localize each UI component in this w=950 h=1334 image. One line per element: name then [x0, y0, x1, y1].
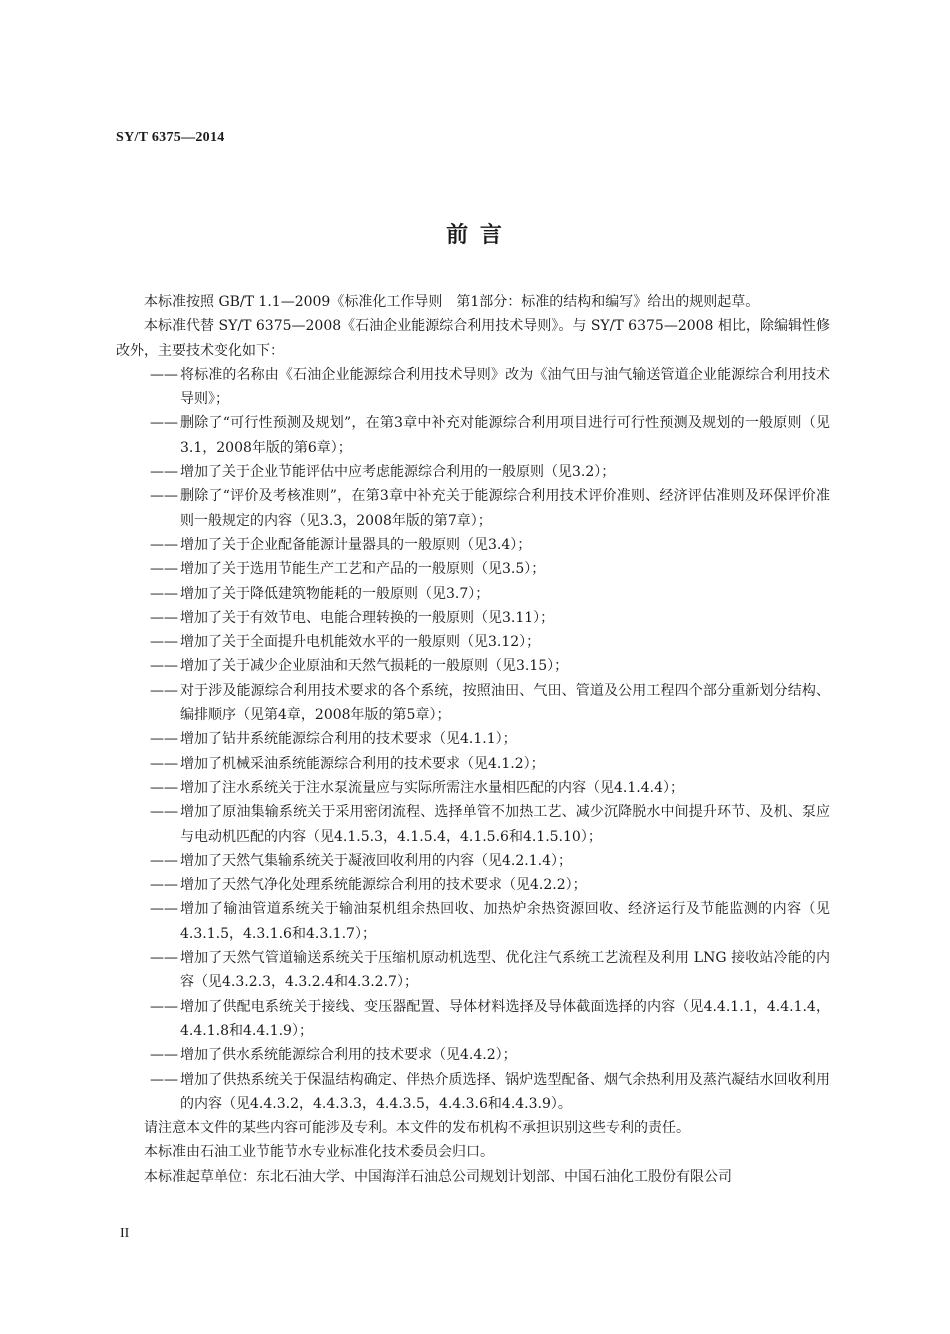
change-text: 删除了“评价及考核准则”，在第3章中补充关于能源综合利用技术评价准则、经济评估准则及环保评价准则一般规定的内容（见3.3，2008年版的第7章）； — [180, 488, 830, 529]
change-text: 增加了原油集输系统关于采用密闭流程、选择单管不加热工艺、减少沉降脱水中间提升环节、及机、泵应与电动机匹配的内容（见4.1.5.3，4.1.5.4，4.1.5.6和4.1.5.10）； — [180, 804, 830, 845]
list-dash: —— — [150, 488, 178, 505]
body-text — [116, 290, 830, 1189]
change-item — [116, 776, 830, 800]
change-text: 增加了输油管道系统关于输油泵机组余热回收、加热炉余热资源回收、经济运行及节能监测的内容（见4.3.1.5，4.3.1.6和4.3.1.7）； — [180, 901, 830, 942]
changes-list — [116, 363, 830, 1116]
list-dash: —— — [150, 536, 178, 553]
page-number: II — [120, 1226, 130, 1241]
change-text: 增加了供配电系统关于接线、变压器配置、导体材料选择及导体截面选择的内容（见4.4.1.1，4.4.1.4，4.4.1.8和4.4.1.9）； — [180, 998, 830, 1039]
list-dash: —— — [150, 731, 178, 748]
change-text: 增加了关于降低建筑物能耗的一般原则（见3.7）； — [180, 585, 490, 602]
list-dash: —— — [150, 804, 178, 821]
list-dash: —— — [150, 755, 178, 772]
change-text: 增加了关于全面提升电机能效水平的一般原则（见3.12）； — [180, 634, 541, 651]
change-item — [116, 460, 830, 484]
list-dash: —— — [150, 901, 178, 918]
change-text: 增加了钻井系统能源综合利用的技术要求（见4.1.1）； — [180, 731, 517, 748]
change-text: 增加了注水系统关于注水泵流量应与实际所需注水量相匹配的内容（见4.1.4.4）； — [180, 779, 684, 796]
change-text: 增加了机械采油系统能源综合利用的技术要求（见4.1.2）； — [180, 755, 545, 772]
change-item — [116, 654, 830, 678]
list-dash: —— — [150, 1047, 178, 1064]
change-item — [116, 727, 830, 751]
change-text: 增加了关于企业配备能源计量器具的一般原则（见3.4）； — [180, 536, 532, 553]
change-item — [116, 800, 830, 849]
standard-code: SY/T 6375—2014 — [116, 130, 225, 145]
list-dash: —— — [150, 779, 178, 796]
change-text: 增加了供水系统能源综合利用的技术要求（见4.4.2）； — [180, 1047, 517, 1064]
change-item — [116, 849, 830, 873]
change-item — [116, 679, 830, 728]
change-text: 增加了关于选用节能生产工艺和产品的一般原则（见3.5）； — [180, 561, 546, 578]
list-dash: —— — [150, 585, 178, 602]
change-item — [116, 897, 830, 946]
change-text: 将标准的名称由《石油企业能源综合利用技术导则》改为《油气田与油气输送管道企业能源综合利用技术导则》； — [180, 366, 830, 408]
closing-paragraph: 本标准由石油工业节能节水专业标准化技术委员会归口。 — [144, 1144, 494, 1161]
change-item — [116, 630, 830, 654]
change-item — [116, 557, 830, 581]
list-dash: —— — [150, 682, 178, 699]
change-text: 增加了供热系统关于保温结构确定、伴热介质选择、锅炉选型配备、烟气余热利用及蒸汽凝结水回收利用的内容（见4.4.3.2，4.4.3.3，4.4.3.5，4.4.3.6和4.4.3.9）。 — [180, 1071, 830, 1112]
change-text: 增加了关于企业节能评估中应考虑能源综合利用的一般原则（见3.2）； — [180, 464, 616, 481]
change-item — [116, 752, 830, 776]
change-item — [116, 484, 830, 533]
change-item — [116, 946, 830, 995]
closing-paragraph: 本标准起草单位：东北石油大学、中国海洋石油总公司规划计划部、中国石油化工股份有限公司 — [144, 1168, 732, 1185]
change-text: 增加了天然气管道输送系统关于压缩机原动机选型、优化注气系统工艺流程及利用 LNG 接收站冷能的内容（见4.3.2.3，4.3.2.4和4.3.2.7）； — [180, 950, 830, 991]
change-item — [116, 582, 830, 606]
list-dash: —— — [150, 366, 178, 383]
list-dash: —— — [150, 950, 178, 967]
list-dash: —— — [150, 609, 178, 626]
change-text: 增加了关于减少企业原油和天然气损耗的一般原则（见3.15）； — [180, 658, 569, 675]
list-dash: —— — [150, 877, 178, 894]
list-dash: —— — [150, 464, 178, 481]
change-item — [116, 363, 830, 412]
change-text: 增加了天然气净化处理系统能源综合利用的技术要求（见4.2.2）； — [180, 877, 587, 894]
list-dash: —— — [150, 415, 178, 432]
change-text: 增加了关于有效节电、电能合理转换的一般原则（见3.11）； — [180, 609, 555, 626]
intro-paragraph: 本标准按照 GB/T 1.1—2009《标准化工作导则 第1部分：标准的结构和编写》给出的规则起草。 — [144, 294, 760, 310]
list-dash: —— — [150, 561, 178, 578]
change-item — [116, 606, 830, 630]
list-dash: —— — [150, 634, 178, 651]
change-item — [116, 533, 830, 557]
closing-paragraph: 请注意本文件的某些内容可能涉及专利。本文件的发布机构不承担识别这些专利的责任。 — [144, 1120, 690, 1137]
list-dash: —— — [150, 1071, 178, 1088]
change-text: 增加了天然气集输系统关于凝液回收利用的内容（见4.2.1.4）； — [180, 852, 572, 869]
list-dash: —— — [150, 852, 178, 869]
change-item — [116, 411, 830, 460]
change-text: 删除了“可行性预测及规划”，在第3章中补充对能源综合利用项目进行可行性预测及规划的一般原则（见3.1，2008年版的第6章）； — [180, 415, 830, 456]
change-item — [116, 873, 830, 897]
list-dash: —— — [150, 658, 178, 675]
change-item — [116, 995, 830, 1044]
list-dash: —— — [150, 998, 178, 1015]
change-item — [116, 1043, 830, 1067]
intro-paragraph: 本标准代替 SY/T 6375—2008《石油企业能源综合利用技术导则》。与 SY/T 6375—2008 相比，除编辑性修改外，主要技术变化如下： — [116, 318, 830, 359]
change-item — [116, 1068, 830, 1117]
change-text: 对于涉及能源综合利用技术要求的各个系统，按照油田、气田、管道及公用工程四个部分重新划分结构、编排顺序（见第4章，2008年版的第5章）； — [180, 682, 830, 724]
page-title: 前 言 — [446, 223, 504, 248]
